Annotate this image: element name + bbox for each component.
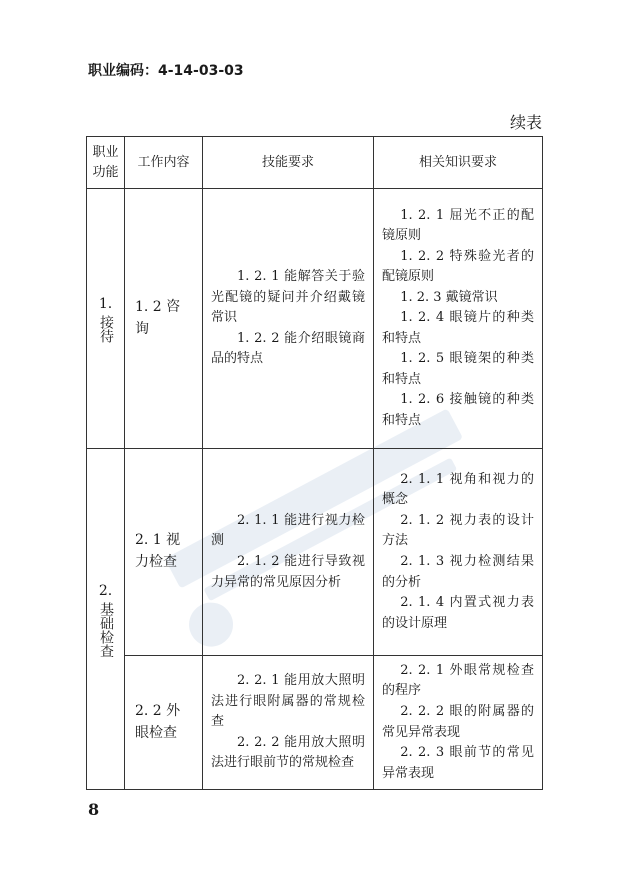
occupation-code: 职业编码：4-14-03-03: [88, 63, 244, 79]
function-cell: [87, 449, 125, 790]
page-number: 8: [88, 800, 100, 819]
skill-item: 2. 1. 1 能进行视力检测: [211, 512, 365, 549]
header-knowledge: 相关知识要求: [374, 137, 543, 189]
knowledge-item: 2. 1. 1 视角和视力的概念: [382, 471, 534, 508]
header-content: 工作内容: [125, 137, 203, 189]
skill-item: 2. 2. 2 能用放大照明法进行眼前节的常规检查: [211, 734, 365, 771]
work-content-cell: 1. 2 咨询: [125, 189, 203, 449]
skill-item: 1. 2. 1 能解答关于验光配镜的疑问并介绍戴镜常识: [211, 269, 365, 326]
knowledge-item: 2. 2. 1 外眼常规检查的程序: [382, 662, 534, 699]
continued-label: 续表: [509, 113, 542, 132]
skill-cell: [203, 449, 374, 656]
function-name: 基础检查: [98, 601, 114, 658]
knowledge-item: 1. 2. 3 戴镜常识: [400, 289, 498, 305]
knowledge-item: 1. 2. 6 接触镜的种类和特点: [382, 392, 534, 428]
function-name: 接待: [98, 315, 114, 343]
knowledge-cell: [374, 449, 543, 656]
knowledge-item: 1. 2. 5 眼镜架的种类和特点: [382, 351, 534, 387]
skill-item: 1. 2. 2 能介绍眼镜商品的特点: [211, 330, 365, 367]
knowledge-item: 2. 1. 3 视力检测结果的分析: [382, 554, 534, 590]
table-row: [87, 656, 543, 790]
knowledge-item: 1. 2. 1 屈光不正的配镜原则: [382, 207, 534, 244]
header-skills: 技能要求: [203, 137, 374, 189]
function-number: 1.: [98, 296, 113, 312]
standards-table: [86, 136, 543, 790]
skill-cell: [203, 656, 374, 790]
knowledge-item: 1. 2. 2 特殊验光者的配镜原则: [382, 248, 534, 285]
table-row: [87, 189, 543, 449]
knowledge-item: 2. 1. 4 内置式视力表的设计原理: [382, 595, 534, 631]
header-function: 职业功能: [87, 137, 125, 189]
skill-cell: [203, 189, 374, 449]
work-content-cell: 2. 2 外眼检查: [125, 656, 203, 790]
knowledge-item: 2. 1. 2 视力表的设计方法: [382, 512, 534, 549]
knowledge-item: 2. 2. 3 眼前节的常见异常表现: [382, 745, 534, 781]
function-number: 2.: [98, 582, 113, 599]
knowledge-cell: [374, 189, 543, 449]
knowledge-item: 2. 2. 2 眼的附属器的常见异常表现: [382, 703, 534, 740]
table-header-row: [87, 137, 543, 189]
table-row: [87, 449, 543, 656]
function-cell: [87, 189, 125, 449]
skill-item: 2. 2. 1 能用放大照明法进行眼附属器的常规检查: [211, 673, 365, 730]
knowledge-item: 1. 2. 4 眼镜片的种类和特点: [382, 310, 534, 346]
work-content-cell: 2. 1 视力检查: [125, 449, 203, 656]
skill-item: 2. 1. 2 能进行导致视力异常的常见原因分析: [211, 554, 365, 590]
knowledge-cell: [374, 656, 543, 790]
